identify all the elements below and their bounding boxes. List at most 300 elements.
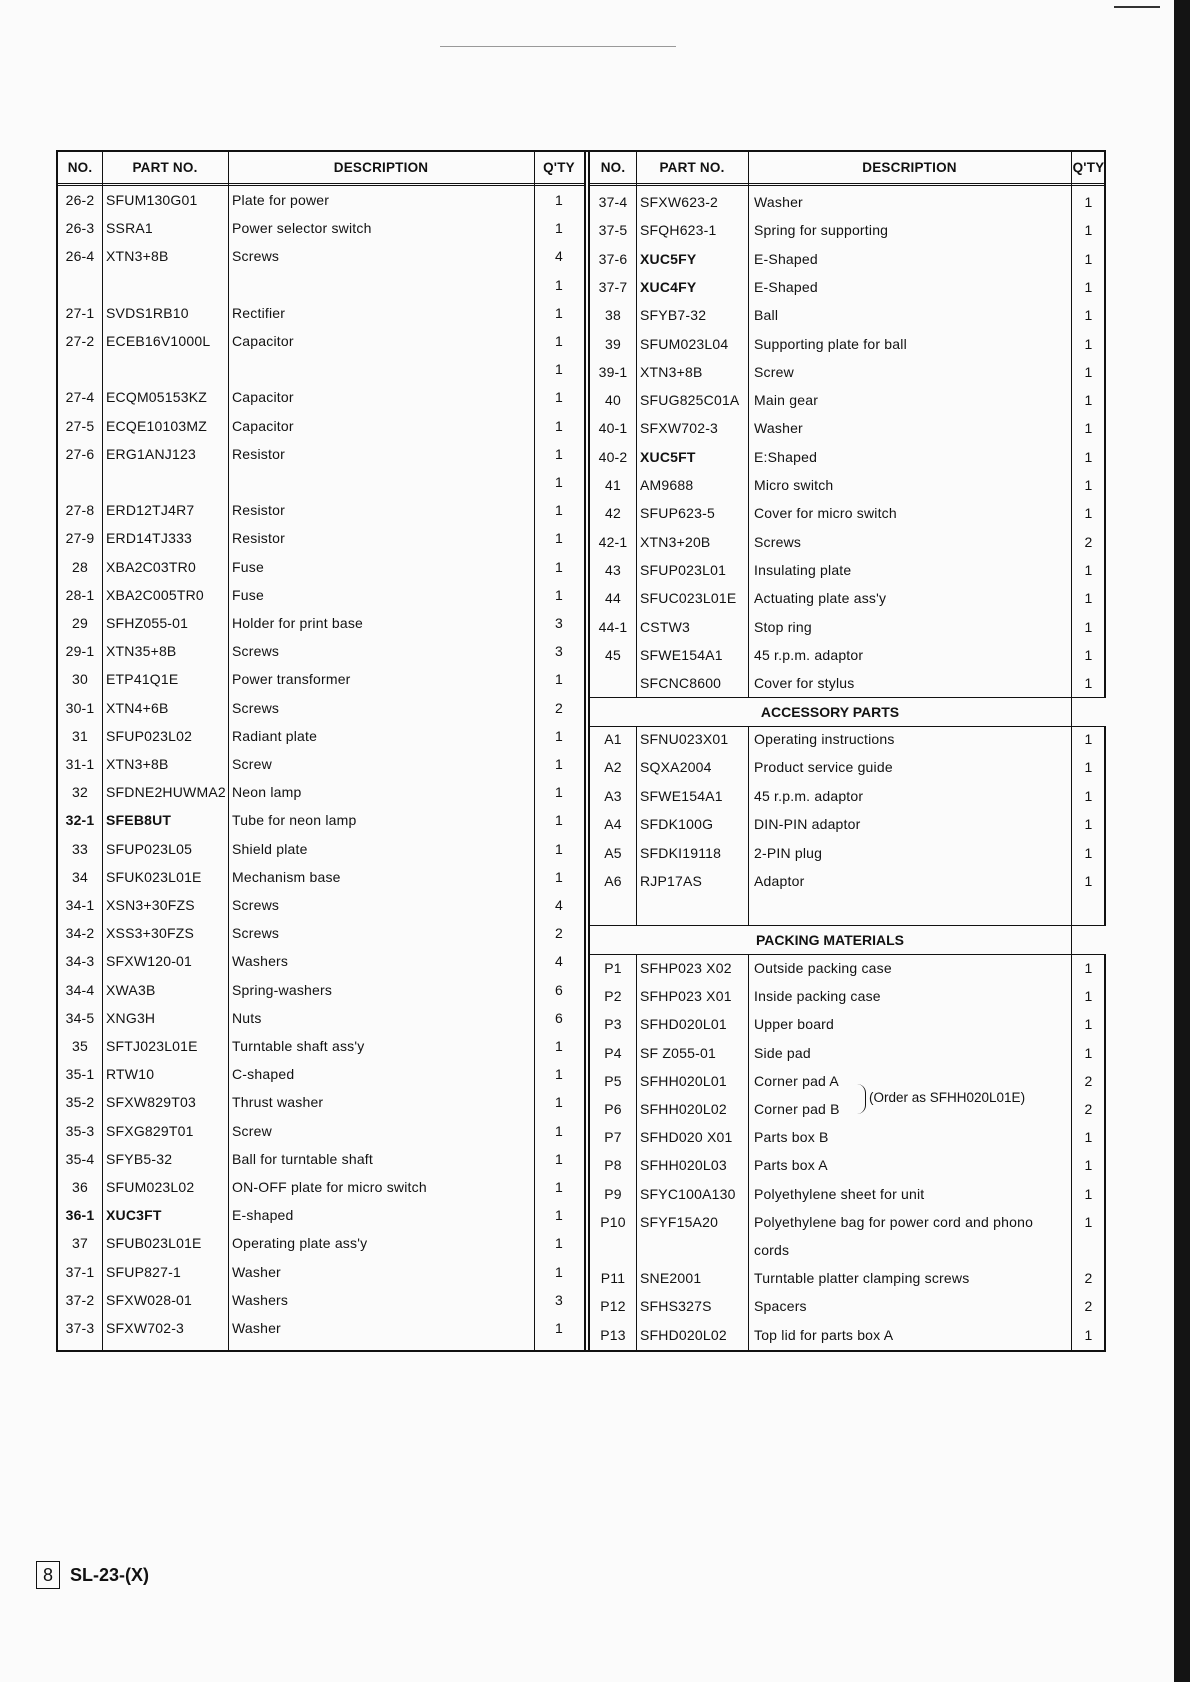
row-no: 28 — [72, 558, 88, 575]
row-desc: Resistor — [232, 530, 285, 547]
top-rule — [440, 46, 676, 47]
row-desc: Mechanism base — [232, 868, 341, 885]
row-desc: Operating instructions — [754, 731, 895, 747]
row-qty: 1 — [555, 502, 563, 519]
row-desc: E-Shaped — [754, 250, 818, 267]
row-part: XTN3+8B — [640, 363, 703, 380]
row-desc: Radiant plate — [232, 727, 318, 744]
row-qty: 1 — [555, 1235, 563, 1252]
row-qty: 1 — [555, 304, 563, 321]
row-qty: 1 — [1084, 1129, 1093, 1146]
row-part: SFEB8UT — [106, 812, 172, 829]
row-no: 27-1 — [65, 304, 95, 321]
row-part: SFHS327S — [640, 1298, 712, 1315]
row-desc: 45 r.p.m. adaptor — [754, 787, 864, 804]
row-desc: Capacitor — [232, 333, 294, 349]
row-qty: 3 — [555, 1291, 563, 1308]
row-no: 37-1 — [65, 1263, 95, 1280]
row-desc: Product service guide — [754, 759, 893, 776]
row-desc: Screw — [754, 363, 794, 380]
row-no: 44-1 — [598, 618, 628, 635]
row-part: SFHP023 X01 — [640, 988, 732, 1005]
row-desc: Micro switch — [754, 477, 834, 493]
row-qty: 2 — [1084, 533, 1093, 550]
row-desc: Supporting plate for ball — [754, 335, 907, 352]
row-no: A6 — [604, 873, 622, 889]
row-no: P11 — [600, 1270, 626, 1287]
row-desc: Power selector switch — [232, 220, 372, 237]
page-number: 8 — [36, 1561, 60, 1589]
row-qty: 3 — [555, 615, 563, 631]
row-desc: Rectifier — [232, 304, 286, 321]
row-no: 37-4 — [598, 194, 628, 210]
row-qty: 1 — [1084, 363, 1093, 380]
row-qty: 1 — [555, 1150, 563, 1167]
row-no: P10 — [600, 1213, 626, 1230]
row-qty: 1 — [555, 756, 563, 772]
row-qty: 1 — [1084, 759, 1093, 776]
row-no: 32-1 — [65, 812, 95, 829]
row-part: ECQE10103MZ — [106, 417, 208, 434]
header-part-no: PART NO. — [132, 160, 198, 175]
row-part: SFHZ055-01 — [106, 615, 189, 631]
row-desc: Washer — [754, 420, 803, 437]
row-desc: Polyethylene sheet for unit — [754, 1185, 925, 1202]
row-desc — [232, 468, 532, 496]
row-part: SFXW028-01 — [106, 1291, 193, 1308]
row-no: P6 — [604, 1101, 622, 1117]
row-qty: 1 — [1084, 731, 1093, 747]
row-desc: Upper board — [754, 1016, 835, 1033]
row-no: 35-3 — [65, 1122, 95, 1139]
row-qty: 1 — [555, 1066, 563, 1083]
row-no: P7 — [604, 1129, 622, 1146]
row-desc: Turntable shaft ass'y — [232, 1038, 365, 1054]
row-qty: 1 — [1084, 448, 1093, 465]
row-desc: Stop ring — [754, 618, 812, 635]
row-qty: 1 — [1084, 1044, 1093, 1061]
row-desc: Side pad — [754, 1044, 811, 1061]
row-desc: Screw — [232, 756, 272, 772]
row-qty: 1 — [1084, 392, 1093, 409]
row-desc: 2-PIN plug — [754, 844, 823, 861]
row-desc: Inside packing case — [754, 988, 881, 1005]
row-part: ERG1ANJ123 — [106, 445, 196, 462]
row-qty: 1 — [1084, 1213, 1093, 1230]
row-qty: 1 — [1084, 844, 1093, 861]
row-qty: 1 — [1084, 505, 1093, 522]
row-no: P13 — [600, 1326, 626, 1343]
row-part: SFUG825C01A — [640, 392, 740, 409]
row-no: 27-4 — [65, 389, 95, 406]
row-no — [58, 355, 102, 383]
row-desc: Screws — [754, 533, 802, 550]
row-desc: Parts box B — [754, 1129, 829, 1146]
row-no — [590, 1236, 636, 1264]
row-no: 33 — [72, 840, 88, 857]
row-part: SFNU023X01 — [640, 731, 729, 747]
header-part-no: PART NO. — [659, 160, 725, 175]
row-no: P4 — [604, 1044, 622, 1061]
row-desc: Screw — [232, 1122, 272, 1139]
row-part: SFUP023L01 — [640, 561, 727, 578]
row-part: SFYC100A130 — [640, 1185, 736, 1202]
row-no: 37-5 — [598, 222, 628, 239]
row-desc: Power transformer — [232, 671, 351, 688]
row-desc: Nuts — [232, 1009, 262, 1026]
header-description: DESCRIPTION — [862, 160, 957, 175]
row-desc: E-shaped — [232, 1207, 294, 1224]
row-part: XSN3+30FZS — [106, 897, 195, 913]
row-part: SFXW120-01 — [106, 953, 193, 970]
row-qty: 1 — [555, 586, 563, 603]
row-desc: cords — [754, 1242, 790, 1258]
row-qty: 1 — [555, 812, 563, 829]
accessory-parts-heading — [590, 697, 1106, 727]
row-no: 30 — [72, 671, 88, 688]
row-no: 29 — [72, 615, 88, 631]
row-qty: 1 — [555, 276, 563, 293]
row-qty: 1 — [555, 530, 563, 547]
row-no: 40-2 — [598, 448, 628, 465]
header-no: NO. — [67, 160, 93, 175]
packing-materials-heading — [590, 925, 1106, 955]
row-part: ETP41Q1E — [106, 671, 179, 688]
row-part: ECQM05153KZ — [106, 389, 208, 406]
row-qty: 1 — [555, 1038, 563, 1054]
corner-scan-mark — [1114, 6, 1160, 28]
row-desc — [232, 271, 532, 299]
row-no: 27-2 — [65, 333, 95, 349]
row-no: 37 — [72, 1235, 88, 1252]
row-no: P5 — [604, 1072, 622, 1089]
row-no: 42-1 — [598, 533, 628, 550]
row-part: SFHH020L01 — [640, 1072, 727, 1089]
row-qty: 3 — [555, 643, 563, 660]
row-desc: Outside packing case — [754, 960, 892, 976]
row-no: P1 — [604, 960, 622, 976]
row-qty: 1 — [1084, 988, 1093, 1005]
row-no: 26-3 — [65, 220, 95, 237]
row-part: XUC5FT — [640, 448, 696, 465]
row-no: A2 — [604, 759, 622, 776]
row-desc: Operating plate ass'y — [232, 1235, 368, 1252]
row-desc: Screws — [232, 925, 280, 942]
row-qty: 1 — [555, 192, 563, 208]
row-no: 36 — [72, 1179, 88, 1195]
row-no: A5 — [604, 844, 622, 861]
row-desc: Spring-washers — [232, 981, 333, 998]
row-qty: 4 — [555, 248, 563, 265]
row-no: 30-1 — [65, 699, 95, 716]
row-desc: ON-OFF plate for micro switch — [232, 1179, 427, 1195]
row-part — [106, 355, 230, 383]
row-qty: 1 — [1084, 194, 1093, 210]
row-qty: 1 — [1084, 1326, 1093, 1343]
row-desc: Adaptor — [754, 873, 805, 889]
row-desc: Capacitor — [232, 417, 294, 434]
row-desc: Spring for supporting — [754, 222, 889, 239]
row-desc: Main gear — [754, 392, 819, 409]
row-part: SFDNE2HUWMA2 — [106, 784, 226, 801]
row-qty: 4 — [555, 953, 563, 970]
row-no: 31 — [72, 727, 88, 744]
row-no: P8 — [604, 1157, 622, 1174]
row-part: XTN4+6B — [106, 699, 169, 716]
row-desc: Neon lamp — [232, 784, 302, 801]
row-part: SFHH020L02 — [640, 1101, 727, 1117]
row-part: SFDKI19118 — [640, 844, 722, 861]
row-qty: 2 — [555, 925, 563, 942]
row-no: 35-1 — [65, 1066, 95, 1083]
row-part: SFUM023L04 — [640, 335, 729, 352]
row-no: P2 — [604, 988, 622, 1005]
row-no: 35 — [72, 1038, 88, 1054]
row-qty: 1 — [555, 1094, 563, 1111]
row-desc: Corner pad B — [754, 1101, 840, 1117]
row-qty: 1 — [1084, 590, 1093, 607]
row-qty: 1 — [555, 727, 563, 744]
row-part: ERD14TJ333 — [106, 530, 193, 547]
row-no: 34-4 — [65, 981, 95, 998]
row-part: SFHP023 X02 — [640, 960, 732, 976]
row-desc: Capacitor — [232, 389, 294, 406]
row-part: XUC3FT — [106, 1207, 162, 1224]
row-no: P12 — [600, 1298, 626, 1315]
row-qty: 4 — [555, 897, 563, 913]
row-no: 31-1 — [65, 756, 95, 772]
row-qty: 1 — [555, 1320, 563, 1336]
row-part: SFUC023L01E — [640, 590, 737, 607]
row-part: SFUB023L01E — [106, 1235, 202, 1252]
model-number: SL-23-(X) — [70, 1565, 150, 1585]
row-no: A3 — [604, 787, 622, 804]
row-part — [106, 271, 230, 299]
row-part: SFYF15A20 — [640, 1213, 719, 1230]
row-qty: 1 — [555, 474, 563, 490]
row-no: 26-2 — [65, 192, 95, 208]
row-desc: E:Shaped — [754, 448, 818, 465]
row-qty: 1 — [1084, 787, 1093, 804]
row-part: XUC5FY — [640, 250, 697, 267]
row-desc: 45 r.p.m. adaptor — [754, 646, 864, 663]
row-no: 34 — [72, 868, 88, 885]
row-desc: Shield plate — [232, 840, 308, 857]
row-qty: 1 — [1084, 1185, 1093, 1202]
row-qty: 1 — [1084, 307, 1093, 324]
row-qty — [1071, 1236, 1106, 1264]
row-part: SFUM130G01 — [106, 192, 198, 208]
row-no: 37-3 — [65, 1320, 95, 1336]
row-qty: 1 — [555, 361, 563, 378]
row-desc: Washer — [232, 1320, 281, 1336]
row-qty: 1 — [555, 840, 563, 857]
row-part: SVDS1RB10 — [106, 304, 189, 321]
row-qty: 1 — [555, 220, 563, 237]
row-qty: 1 — [1084, 335, 1093, 352]
row-part: SFXW702-3 — [640, 420, 719, 437]
right-parts-column — [588, 152, 1106, 1350]
scan-edge-bar — [1174, 0, 1190, 1682]
row-part: SF Z055-01 — [640, 1044, 716, 1061]
page-footer — [36, 1561, 149, 1589]
row-no: 45 — [605, 646, 621, 663]
row-part: SFWE154A1 — [640, 787, 723, 804]
row-desc: E-Shaped — [754, 278, 818, 295]
row-qty: 1 — [1084, 561, 1093, 578]
row-desc: Ball for turntable shaft — [232, 1150, 373, 1167]
row-qty: 1 — [1084, 222, 1093, 239]
row-no: 34-5 — [65, 1009, 95, 1026]
row-part: AM9688 — [640, 477, 694, 493]
row-qty: 2 — [1084, 1101, 1093, 1117]
row-part: SFYB5-32 — [106, 1150, 173, 1167]
row-qty: 2 — [1084, 1072, 1093, 1089]
row-no: 37-2 — [65, 1291, 95, 1308]
row-no: 36-1 — [65, 1207, 95, 1224]
row-part: SNE2001 — [640, 1270, 702, 1287]
row-desc: Screws — [232, 897, 280, 913]
row-qty: 1 — [1084, 960, 1093, 976]
row-qty: 1 — [555, 333, 563, 349]
row-qty: 1 — [1084, 675, 1093, 692]
row-part: SFHD020L01 — [640, 1016, 727, 1033]
row-part: XWA3B — [106, 981, 156, 998]
row-part: SFXW702-3 — [106, 1320, 185, 1336]
row-no: 34-3 — [65, 953, 95, 970]
row-no: 32 — [72, 784, 88, 801]
row-desc: Resistor — [232, 502, 285, 519]
row-desc: Fuse — [232, 558, 264, 575]
row-qty: 6 — [555, 981, 563, 998]
row-no: 37-6 — [598, 250, 628, 267]
row-qty: 2 — [1084, 1270, 1093, 1287]
row-desc: Washer — [232, 1263, 281, 1280]
row-no: P3 — [604, 1016, 622, 1033]
row-part: SFQH623-1 — [640, 222, 717, 239]
row-part: ECEB16V1000L — [106, 333, 211, 349]
row-qty: 1 — [1084, 420, 1093, 437]
row-desc: Screws — [232, 643, 280, 660]
row-part: SFHD020 X01 — [640, 1129, 733, 1146]
row-part: SFUK023L01E — [106, 868, 202, 885]
header-qty: Q'TY — [1072, 160, 1105, 175]
row-qty: 1 — [1084, 1157, 1093, 1174]
row-desc: Corner pad A — [754, 1072, 839, 1089]
row-desc: Ball — [754, 307, 779, 324]
left-parts-column — [58, 152, 586, 1350]
order-note: (Order as SFHH020L01E) — [869, 1090, 1026, 1105]
row-desc: Top lid for parts box A — [754, 1326, 894, 1343]
row-part: CSTW3 — [640, 618, 690, 635]
row-qty: 1 — [555, 1122, 563, 1139]
row-desc: Screws — [232, 699, 280, 716]
row-no: 44 — [605, 590, 621, 607]
row-qty: 1 — [1084, 477, 1093, 493]
row-no: A1 — [604, 731, 622, 747]
row-qty: 1 — [1084, 1016, 1093, 1033]
header-description: DESCRIPTION — [333, 160, 429, 175]
row-part: SFXW829T03 — [106, 1094, 196, 1111]
row-no: 40-1 — [598, 420, 628, 437]
row-no: A4 — [604, 816, 622, 833]
row-no: 27-8 — [65, 502, 95, 519]
row-no: 34-2 — [65, 925, 95, 942]
row-desc: Tube for neon lamp — [232, 812, 357, 829]
row-no: 41 — [605, 477, 621, 493]
row-part: SFUP623-5 — [640, 505, 715, 522]
row-part: XBA2C03TR0 — [106, 558, 196, 575]
header-no: NO. — [600, 160, 626, 175]
row-desc: C-shaped — [232, 1066, 295, 1083]
row-no: 28-1 — [65, 586, 95, 603]
row-desc: DIN-PIN adaptor — [754, 816, 861, 833]
row-qty: 1 — [1084, 646, 1093, 663]
row-part: ERD12TJ4R7 — [106, 502, 195, 519]
row-no — [58, 271, 102, 299]
row-part: SFHD020L02 — [640, 1326, 727, 1343]
row-no: 43 — [605, 561, 621, 578]
row-part: SFCNC8600 — [640, 675, 722, 692]
row-desc: Parts box A — [754, 1157, 828, 1174]
row-no: 35-2 — [65, 1094, 95, 1111]
row-no: P9 — [604, 1185, 622, 1202]
row-part: SQXA2004 — [640, 759, 712, 776]
header-qty: Q'TY — [543, 160, 575, 175]
row-no: 40 — [605, 392, 621, 409]
row-qty: 1 — [1084, 873, 1093, 889]
row-part: XUC4FY — [640, 278, 697, 295]
row-desc: Spacers — [754, 1298, 807, 1315]
row-part: SFYB7-32 — [640, 307, 707, 324]
row-part: SFTJ023L01E — [106, 1038, 198, 1054]
row-no: 38 — [605, 307, 621, 324]
row-no: 35-4 — [65, 1150, 95, 1167]
row-part: XTN3+8B — [106, 248, 169, 265]
row-desc: Fuse — [232, 586, 264, 603]
parts-list-table — [56, 150, 1106, 1352]
row-no: 27-6 — [65, 445, 95, 462]
row-part: XBA2C005TR0 — [106, 586, 204, 603]
row-no: 39 — [605, 335, 621, 352]
row-desc: Washer — [754, 194, 803, 210]
row-part: SFDK100G — [640, 816, 714, 833]
row-desc: Washers — [232, 953, 289, 970]
row-no: 26-4 — [65, 248, 95, 265]
row-part: XSS3+30FZS — [106, 925, 194, 942]
row-qty: 1 — [1084, 816, 1093, 833]
row-no: 37-7 — [598, 278, 628, 295]
row-desc: Resistor — [232, 445, 285, 462]
row-desc: Thrust washer — [232, 1094, 324, 1111]
row-qty: 1 — [555, 1207, 563, 1224]
row-part: XTN3+8B — [106, 756, 169, 772]
row-qty: 1 — [555, 417, 563, 434]
row-desc: Holder for print base — [232, 615, 364, 631]
row-part: XTN3+20B — [640, 533, 711, 550]
row-no: 27-5 — [65, 417, 95, 434]
row-qty: 1 — [1084, 250, 1093, 267]
row-desc: Cover for micro switch — [754, 505, 897, 522]
row-qty: 1 — [1084, 618, 1093, 635]
row-part: SSRA1 — [106, 220, 153, 237]
row-desc: Actuating plate ass'y — [754, 590, 887, 607]
row-qty: 1 — [555, 784, 563, 801]
row-part: SFUP023L05 — [106, 840, 193, 857]
row-qty: 1 — [555, 1179, 563, 1195]
row-part: XNG3H — [106, 1009, 156, 1026]
row-qty: 1 — [555, 671, 563, 688]
